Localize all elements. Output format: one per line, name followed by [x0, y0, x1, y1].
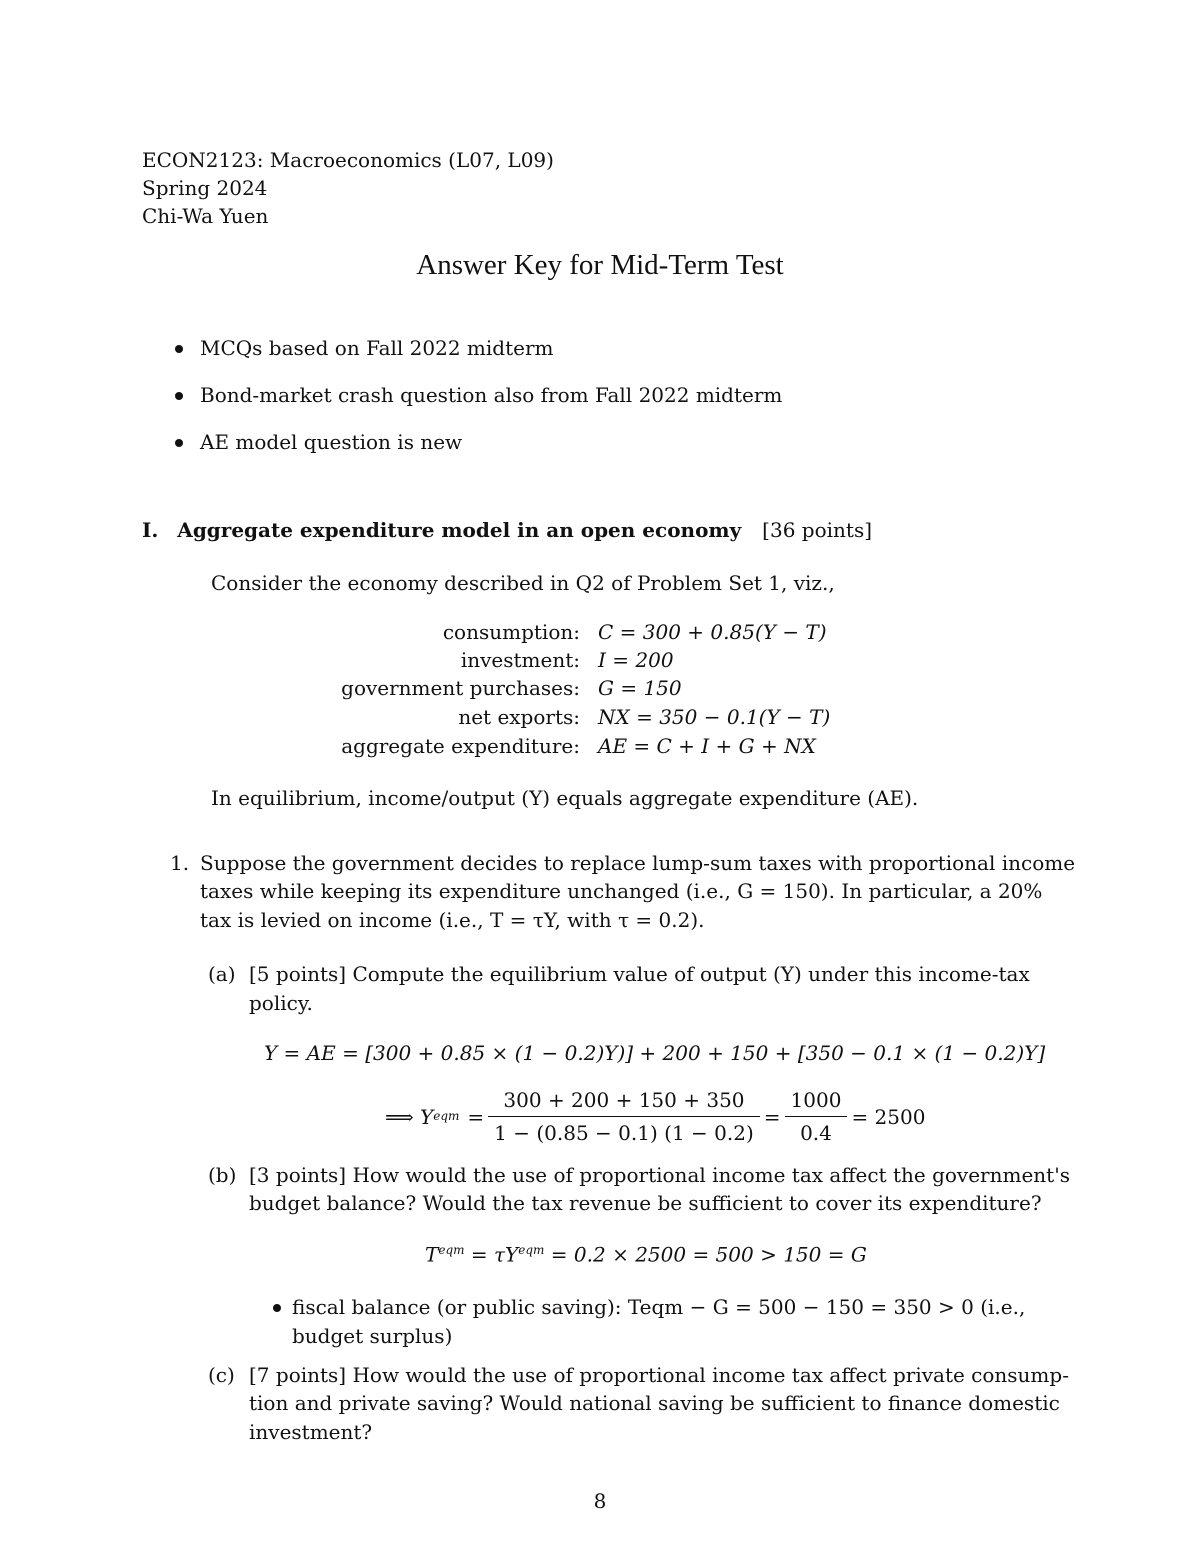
equation-value: I = 200 [598, 648, 674, 672]
section-points: [36 points] [762, 518, 873, 542]
equation-row [0, 732, 1200, 760]
consider-text: Consider the economy described in Q2 of Problem Set 1, viz., [211, 571, 835, 595]
fraction-denominator: 1 − (0.85 − 0.1) (1 − 0.2) [494, 1121, 754, 1145]
equation-label: consumption: [442, 620, 580, 644]
eq-sign: = [763, 1104, 781, 1129]
part-b-label: (b) [208, 1163, 237, 1187]
equation-label: net exports: [458, 705, 580, 729]
part-a-equation-1: Y = AE = [300 + 0.85 × (1 − 0.2)Y)] + 200 + 150 + [350 − 0.1 × (1 − 0.2)Y] [264, 1041, 1046, 1065]
part-b-bullet-line-1: fiscal balance (or public saving): Teqm − G = 500 − 150 = 350 > 0 (i.e., [292, 1295, 1026, 1319]
fraction-denominator: 0.4 [800, 1121, 832, 1145]
eq-lhs: ⟹ Y [385, 1104, 434, 1129]
fraction-numerator: 1000 [785, 1088, 848, 1117]
question-line-3: tax is levied on income (i.e., T = τY, with τ = 0.2). [200, 908, 705, 932]
equation-value: NX = 350 − 0.1(Y − T) [598, 705, 831, 729]
eq-superscript: eqm [433, 1109, 460, 1124]
bullet-icon [175, 439, 183, 447]
part-a-line-1: [5 points] Compute the equilibrium value of output (Y) under this income-tax [249, 962, 1030, 986]
question-line-2: taxes while keeping its expenditure unchanged (i.e., G = 150). In particular, a 20% [200, 879, 1043, 903]
part-a-label: (a) [208, 962, 236, 986]
equation-label: government purchases: [341, 676, 580, 700]
section-heading [142, 520, 872, 540]
fraction-simplified [785, 1088, 848, 1145]
intro-bullet-1: MCQs based on Fall 2022 midterm [200, 336, 554, 360]
eq-result: = 2500 [851, 1104, 926, 1129]
equation-row [0, 674, 1200, 702]
part-b-line-1: [3 points] How would the use of proportional income tax affect the government's [249, 1163, 1070, 1187]
equilibrium-note: In equilibrium, income/output (Y) equals aggregate expenditure (AE). [211, 786, 919, 810]
intro-bullet-2: Bond-market crash question also from Fall 2022 midterm [200, 383, 783, 407]
fraction-main [488, 1088, 760, 1145]
question-line-1: Suppose the government decides to replace lump-sum taxes with proportional income [200, 851, 1076, 875]
part-c-line-3: investment? [249, 1420, 373, 1444]
equation-label: aggregate expenditure: [341, 734, 580, 758]
equation-value: C = 300 + 0.85(Y − T) [598, 620, 827, 644]
part-a-line-2: policy. [249, 991, 313, 1015]
part-b-bullet-line-2: budget surplus) [292, 1324, 453, 1348]
bullet-icon [175, 392, 183, 400]
question-number: 1. [170, 851, 190, 875]
part-c-label: (c) [208, 1363, 235, 1387]
section-title: Aggregate expenditure model in an open economy [177, 518, 742, 542]
equation-row [0, 703, 1200, 731]
course-line: ECON2123: Macroeconomics (L07, L09) [142, 148, 554, 172]
bullet-icon [175, 345, 183, 353]
equation-row [0, 646, 1200, 674]
part-c-line-1: [7 points] How would the use of proportional income tax affect private consump- [249, 1363, 1069, 1387]
equation-label: investment: [460, 648, 580, 672]
part-a-equation-2 [385, 1088, 925, 1145]
term-line: Spring 2024 [142, 176, 268, 200]
intro-bullet-3: AE model question is new [200, 430, 463, 454]
page-title: Answer Key for Mid-Term Test [416, 249, 784, 281]
instructor-line: Chi-Wa Yuen [142, 204, 269, 228]
page-number: 8 [593, 1489, 607, 1513]
bullet-icon [273, 1304, 281, 1312]
equation-row [0, 618, 1200, 646]
part-b-line-2: budget balance? Would the tax revenue be sufficient to cover its expenditure? [249, 1191, 1042, 1215]
section-number: I. [142, 518, 159, 542]
part-b-equation: $T^{eqm} = \tau Y^{eqm} = 0.2 \times 2500 = 500 > 150 = G$ [425, 1242, 867, 1267]
fraction-numerator: 300 + 200 + 150 + 350 [488, 1088, 760, 1117]
equation-value: AE = C + I + G + NX [598, 734, 816, 758]
eq-sign: = [467, 1104, 485, 1129]
equation-value: G = 150 [598, 676, 682, 700]
part-c-line-2: tion and private saving? Would national saving be sufficient to finance domestic [249, 1391, 1060, 1415]
